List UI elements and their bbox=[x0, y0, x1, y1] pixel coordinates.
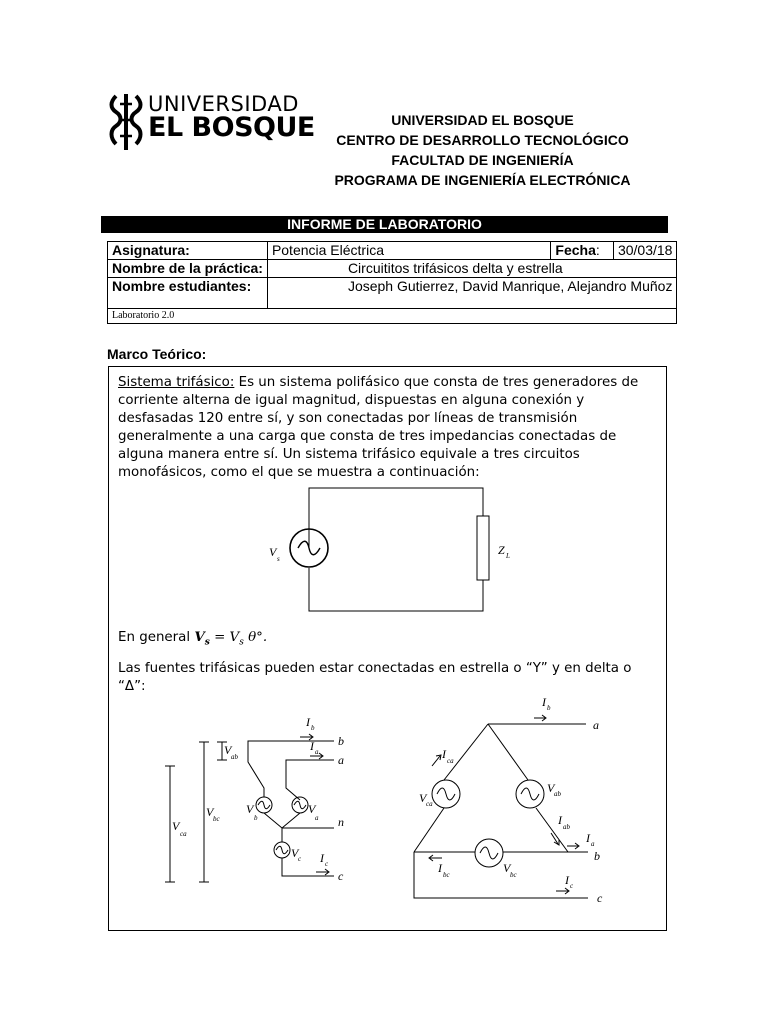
delta-Ica-sub: ca bbox=[447, 757, 454, 765]
wye-Ic-sub: c bbox=[325, 860, 329, 868]
single-phase-circuit-diagram bbox=[255, 484, 525, 616]
date-label: Fecha bbox=[555, 242, 596, 258]
wye-Va-sub: a bbox=[315, 814, 319, 822]
delta-Ib-sub: b bbox=[547, 704, 551, 712]
delta-terminal-b: b bbox=[594, 849, 600, 863]
voltage-formula: $V_s = V_s$ θ°. bbox=[194, 629, 268, 648]
header-university: UNIVERSIDAD EL BOSQUE bbox=[391, 112, 574, 128]
delta-Ica: I bbox=[442, 747, 446, 761]
delta-Vab: V bbox=[547, 781, 555, 795]
wye-Vab: V bbox=[224, 743, 232, 757]
report-title-bar: INFORME DE LABORATORIO bbox=[101, 216, 668, 233]
practice-value: Circuititos trifásicos delta y estrella bbox=[267, 260, 677, 278]
delta-terminal-a: a bbox=[593, 718, 599, 732]
subject-value: Potencia Eléctrica bbox=[267, 242, 550, 260]
wye-Vca-sub: ca bbox=[180, 830, 187, 838]
table-row bbox=[108, 242, 677, 260]
wye-Vbc-sub: bc bbox=[213, 815, 220, 823]
wye-Va: V bbox=[308, 802, 316, 816]
delta-terminal-c: c bbox=[597, 891, 603, 905]
load-label: Z bbox=[498, 543, 505, 557]
delta-Ic: I bbox=[565, 873, 569, 887]
logo-line2: EL BOSQUE bbox=[148, 112, 315, 143]
wye-terminal-c: c bbox=[338, 869, 344, 883]
delta-connection-diagram bbox=[408, 692, 618, 907]
delta-Vca: V bbox=[419, 791, 427, 805]
students-value: Joseph Gutierrez, David Manrique, Alejandro Muñoz bbox=[267, 278, 677, 309]
delta-Ic-sub: c bbox=[570, 882, 574, 890]
wye-Ia-sub: a bbox=[315, 748, 319, 756]
students-label: Nombre estudiantes: bbox=[108, 278, 268, 309]
wye-Ia: I bbox=[310, 739, 314, 753]
source-sub: s bbox=[277, 555, 280, 563]
report-info-table bbox=[107, 241, 677, 324]
delta-Vab-sub: ab bbox=[554, 790, 561, 798]
general-prefix: En general bbox=[118, 630, 195, 645]
delta-Vbc: V bbox=[503, 861, 511, 875]
wye-Vb: V bbox=[246, 802, 254, 816]
delta-Vbc-sub: bc bbox=[510, 871, 517, 879]
wye-connection-diagram bbox=[160, 710, 360, 890]
logo-line1: UNIVERSIDAD bbox=[148, 92, 299, 116]
load-sub: L bbox=[506, 552, 510, 560]
wye-Vb-sub: b bbox=[254, 814, 258, 822]
table-row bbox=[108, 309, 677, 324]
wye-Ib-sub: b bbox=[311, 724, 315, 732]
delta-Ia-sub: a bbox=[591, 840, 595, 848]
wye-Ib: I bbox=[306, 715, 310, 729]
wye-terminal-a: a bbox=[338, 753, 344, 767]
header-center: CENTRO DE DESARROLLO TECNOLÓGICO bbox=[336, 132, 629, 148]
wye-Vab-sub: ab bbox=[231, 753, 238, 761]
university-logo bbox=[108, 92, 315, 152]
wye-Vbc: V bbox=[206, 805, 214, 819]
table-row bbox=[108, 260, 677, 278]
section-heading: Marco Teórico: bbox=[107, 346, 207, 362]
delta-Ibc-sub: bc bbox=[443, 871, 450, 879]
theory-paragraph bbox=[118, 374, 663, 482]
delta-Iab-sub: ab bbox=[563, 823, 570, 831]
delta-Ib: I bbox=[542, 695, 546, 709]
practice-label: Nombre de la práctica: bbox=[108, 260, 268, 278]
wye-Ic: I bbox=[320, 851, 324, 865]
general-formula-line bbox=[118, 629, 267, 648]
date-cell: Fecha: bbox=[551, 242, 614, 260]
wye-Vca: V bbox=[172, 819, 180, 833]
wye-Vc-sub: c bbox=[298, 855, 302, 863]
delta-Ia: I bbox=[586, 831, 590, 845]
source-label: V bbox=[269, 545, 277, 559]
university-emblem-icon bbox=[108, 94, 144, 150]
delta-Iab: I bbox=[558, 813, 562, 827]
lab-label: Laboratorio 2.0 bbox=[108, 309, 677, 324]
institution-header bbox=[300, 110, 665, 190]
wye-Vc: V bbox=[291, 846, 299, 860]
sources-paragraph: Las fuentes trifásicas pueden estar conectadas en estrella o “Y” y en delta o “Δ”: bbox=[118, 661, 632, 694]
header-program: PROGRAMA DE INGENIERÍA ELECTRÓNICA bbox=[334, 172, 631, 188]
term-definition: Es un sistema polifásico que consta de tres generadores de corriente alterna de igual magnitud, dispuestas en alguna conexión y desfasadas 120 entre sí, y son conectadas por líneas de transmisión generalmente a una carga que consta de tres impedancias conectadas de alguna manera entre sí. Un sistema trifásico equivale a tres circuitos monofásicos, como el que se muestra a continuación: bbox=[118, 375, 639, 480]
subject-label: Asignatura: bbox=[108, 242, 268, 260]
term-label: Sistema trifásico: bbox=[118, 375, 235, 390]
delta-Vca-sub: ca bbox=[426, 800, 433, 808]
wye-terminal-n: n bbox=[338, 815, 344, 829]
table-row bbox=[108, 278, 677, 309]
wye-terminal-b: b bbox=[338, 734, 344, 748]
header-faculty: FACULTAD DE INGENIERÍA bbox=[391, 152, 574, 168]
delta-Ibc: I bbox=[438, 861, 442, 875]
date-value: 30/03/18 bbox=[613, 242, 677, 260]
